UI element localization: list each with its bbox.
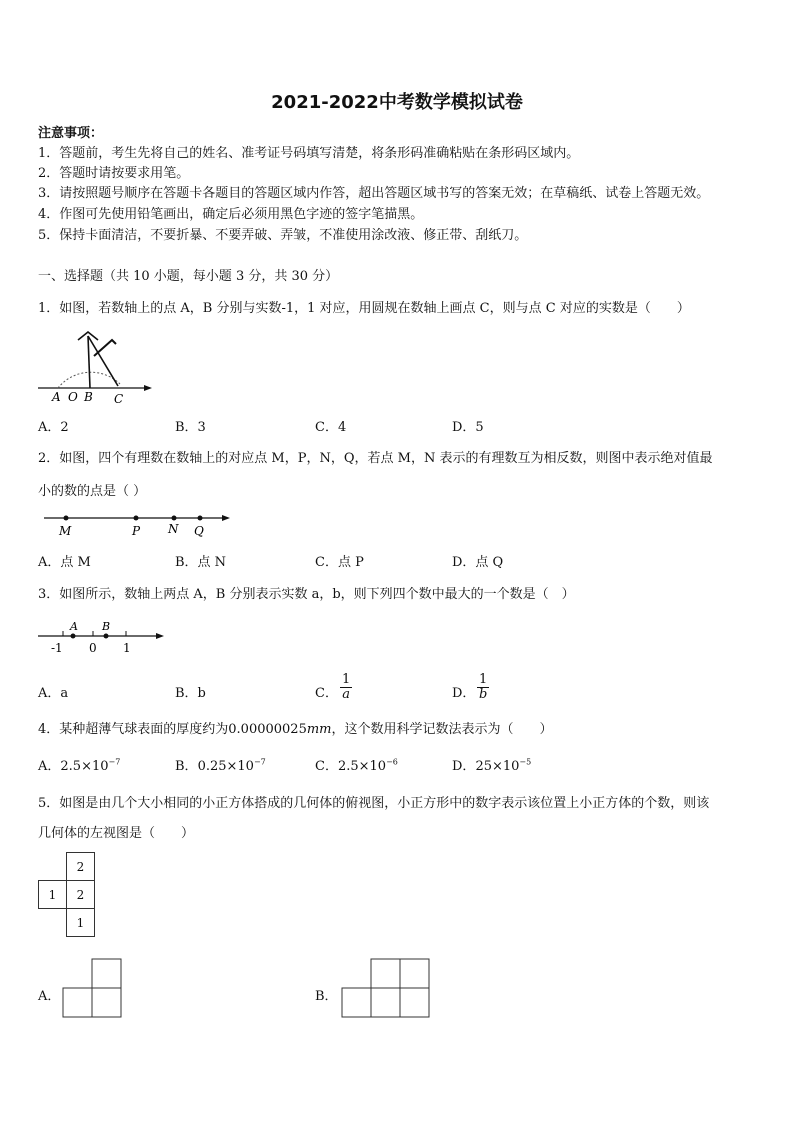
notice-item-5: 5．保持卡面清洁，不要折暴、不要弄破、弄皱，不准使用涂改液、修正带、刮纸刀。 (38, 228, 528, 243)
notice-item-2: 2．答题时请按要求用笔。 (38, 166, 190, 181)
grid-cell (39, 909, 67, 937)
q5-option-a: A． (38, 989, 61, 1004)
question-2-stem-line1: 2．如图，四个有理数在数轴上的对应点 M，P，N，Q，若点 M，N 表示的有理数互为相反数，则图中表示绝对值最 (38, 451, 713, 466)
notice-item-4: 4．作图可先使用铅笔画出，确定后必须用黑色字迹的签字笔描黑。 (38, 207, 424, 222)
q4-option-c-exp: −6 (386, 757, 398, 767)
q4-value: 0.00000025 (228, 722, 307, 737)
compass-number-line-figure (36, 326, 156, 406)
q5-option-b: B． (315, 989, 338, 1004)
grid-cell: 1 (67, 909, 95, 937)
q5-option-a-view (62, 958, 124, 1020)
q1-option-d: D．5 (452, 420, 484, 435)
label-q: Q (194, 524, 204, 538)
q4-option-c (315, 755, 398, 774)
q2-option-a: A．点 M (38, 555, 91, 570)
q2-option-c: C．点 P (315, 555, 364, 570)
section-heading: 一、选择题（共 10 小题，每小题 3 分，共 30 分） (38, 269, 339, 284)
q1-option-a: A．2 (38, 420, 69, 435)
q4-option-a (38, 755, 120, 774)
notice-item-1: 1．答题前，考生先将自己的姓名、准考证号码填写清楚，将条形码准确粘贴在条形码区域内。 (38, 146, 580, 161)
q3-option-a: A．a (38, 686, 69, 701)
q4-option-a-base: 2.5×10 (60, 759, 109, 774)
grid-cell: 2 (67, 881, 95, 909)
label-b: B (84, 390, 93, 404)
q4-option-a-label: A． (38, 759, 61, 774)
q3-option-d-fraction (477, 673, 489, 702)
question-3-stem: 3．如图所示，数轴上两点 A，B 分别表示实数 a，b，则下列四个数中最大的一个数是（ ） (38, 587, 575, 602)
grid-cell: 2 (67, 853, 95, 881)
q4-option-d-label: D． (452, 759, 476, 774)
q2-number-line-figure (44, 508, 234, 540)
q2-option-d: D．点 Q (452, 555, 504, 570)
label-point-a: A (70, 620, 78, 633)
q4-option-a-exp: −7 (108, 757, 121, 767)
q1-option-c: C．4 (315, 420, 347, 435)
q4-option-b-base: 0.25×10 (197, 759, 254, 774)
label-o: O (68, 390, 78, 404)
q4-option-b-exp: −7 (253, 757, 266, 767)
question-5-stem-line2: 几何体的左视图是（ ） (38, 826, 195, 841)
frac-d-denominator: b (479, 687, 488, 702)
q4-stem-b: ，这个数用科学记数法表示为（ ） (331, 722, 553, 737)
label-a: A (52, 390, 61, 404)
notice-item-3: 3．请按照题号顺序在答题卡各题目的答题区域内作答，超出答题区域书写的答案无效；在草稿纸、试卷上答题无效。 (38, 186, 710, 201)
frac-d-numerator: 1 (477, 673, 489, 688)
grid-cell: 1 (39, 881, 67, 909)
q2-option-b: B．点 N (175, 555, 227, 570)
label-p: P (132, 524, 141, 538)
grid-cell (39, 853, 67, 881)
q3-option-b: B．b (175, 686, 206, 701)
q3-option-c: C． (315, 686, 338, 701)
label-point-b: B (102, 620, 111, 633)
q3-option-d: D． (452, 686, 476, 701)
top-view-grid (38, 852, 95, 937)
q4-option-d-exp: −5 (519, 757, 532, 767)
q4-option-d (452, 755, 531, 774)
q4-unit: mm (306, 722, 332, 737)
q4-option-c-label: C． (315, 759, 338, 774)
question-5-stem-line1: 5．如图是由几个大小相同的小正方体搭成的几何体的俯视图，小正方形中的数字表示该位置上小正方体的个数，则该 (38, 796, 710, 811)
q4-option-c-base: 2.5×10 (337, 759, 387, 774)
label-c: C (114, 392, 124, 406)
q4-option-d-base: 25×10 (475, 759, 520, 774)
tick-label-1: 1 (123, 641, 131, 655)
q4-option-b-label: B． (175, 759, 198, 774)
q4-stem-a: 4．某种超薄气球表面的厚度约为 (38, 722, 229, 737)
tick-label-neg1: -1 (51, 641, 63, 655)
question-1-stem: 1．如图，若数轴上的点 A，B 分别与实数-1，1 对应，用圆规在数轴上画点 C，则与点 C 对应的实数是（ ） (38, 301, 690, 316)
label-n: N (168, 522, 179, 536)
notice-heading: 注意事项： (38, 126, 104, 141)
question-2-stem-line2: 小的数的点是（ ） (38, 484, 147, 499)
question-4-stem (38, 718, 553, 737)
q4-option-b (175, 755, 266, 774)
frac-c-numerator: 1 (342, 672, 351, 687)
tick-label-0: 0 (89, 641, 97, 655)
frac-c-denominator: a (342, 687, 351, 702)
page-title: 2021-2022中考数学模拟试卷 (271, 92, 523, 113)
q1-option-b: B．3 (175, 420, 206, 435)
q5-option-b-view (341, 958, 433, 1020)
q3-option-c-fraction (340, 673, 352, 702)
q3-number-line-figure (38, 618, 168, 658)
label-m: M (59, 524, 72, 538)
